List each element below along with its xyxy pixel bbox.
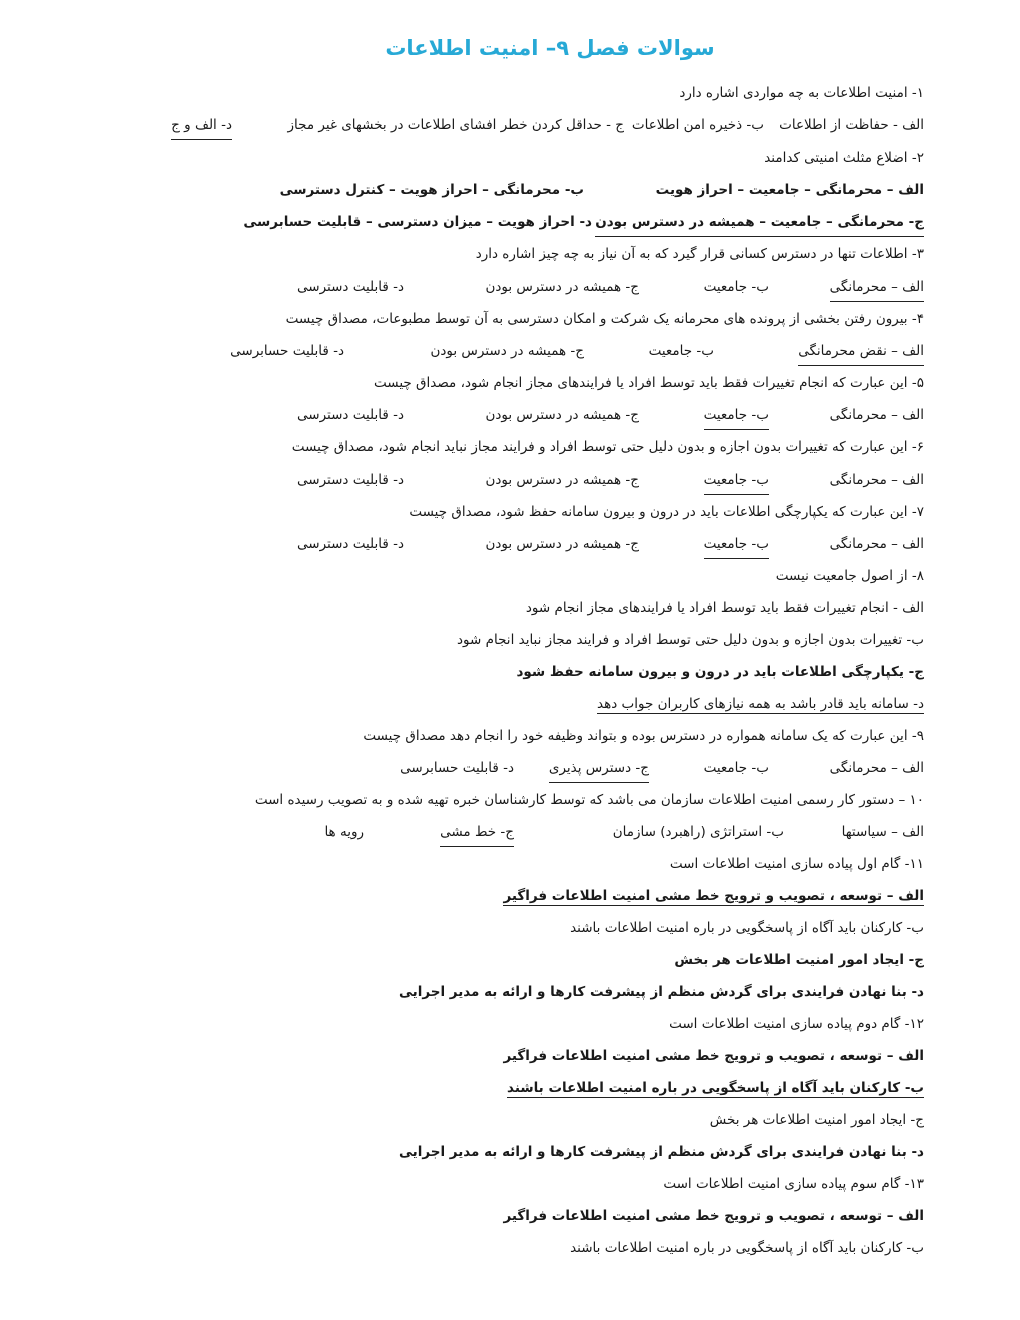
option-b: ب- استراتژی (راهبرد) سازمان <box>612 824 784 840</box>
option-c: ج- همیشه در دسترس بودن <box>485 407 639 423</box>
question-7-options <box>40 531 924 557</box>
option-c: ج - حداقل کردن خطر افشای اطلاعات در بخشهای غیر مجاز <box>287 117 624 133</box>
option-a: الف – محرمانگی <box>829 472 924 488</box>
option-c-answer: ج- محرمانگی – جامعیت – همیشه در دسترس بودن <box>595 209 924 237</box>
option-b: ب- جامعیت <box>703 279 769 295</box>
question-5: ۵- این عبارت که انجام تغییرات فقط باید توسط افراد یا فرایندهای مجاز انجام شود، مصداق چیست <box>374 375 924 391</box>
question-8-option-d <box>40 691 924 717</box>
option-c-answer: ج- خط مشی <box>440 819 514 847</box>
question-4: ۴- بیرون رفتن بخشی از پرونده های محرمانه یک شرکت و امکان دسترسی به آن توسط مطبوعات، مصداق چیست <box>285 311 924 327</box>
option-c: ج- همیشه در دسترس بودن <box>430 343 584 359</box>
option-d: د- احراز هویت – میزان دسترسی – قابلیت حسابرسی <box>243 214 592 230</box>
option-a: الف – محرمانگی <box>829 536 924 552</box>
option-b: ب- ذخیره امن اطلاعات <box>631 117 764 133</box>
option-a-answer: الف – محرمانگی <box>830 274 924 302</box>
question-10: ۱۰ – دستور کار رسمی امنیت اطلاعات سازمان می باشد که توسط کارشناسان خبره تهیه شده و به تصویب رسیده است <box>254 792 924 808</box>
question-13: ۱۳- گام سوم پیاده سازی امنیت اطلاعات است <box>663 1176 924 1192</box>
question-3: ۳- اطلاعات تنها در دسترس کسانی قرار گیرد که به آن نیاز به چه چیز اشاره دارد <box>475 246 924 262</box>
question-6: ۶- این عبارت که تغییرات بدون اجازه و بدون دلیل حتی توسط افراد و فرایند مجاز نباید انجام شود، مصداق چیست <box>291 439 924 455</box>
question-4-options <box>40 338 924 364</box>
question-5-options <box>40 402 924 428</box>
option-a: الف – محرمانگی – جامعیت – احراز هویت <box>655 182 924 198</box>
option-a: الف – محرمانگی <box>829 760 924 776</box>
option-b: ب- جامعیت <box>703 760 769 776</box>
question-12-option-b <box>40 1075 924 1101</box>
question-13-option-b: ب- کارکنان باید آگاه از پاسخگویی در باره امنیت اطلاعات باشند <box>570 1240 924 1256</box>
question-11-option-a <box>40 883 924 909</box>
option-a: الف – سیاستها <box>841 824 924 840</box>
page-title: سوالات فصل ۹– امنیت اطلاعات <box>385 36 715 60</box>
question-1: ۱- امنیت اطلاعات به چه مواردی اشاره دارد <box>679 85 924 101</box>
option-b: ب- جامعیت <box>648 343 714 359</box>
question-13-option-a: الف – توسعه ، تصویب و ترویج خط مشی امنیت اطلاعات فراگیر <box>503 1208 924 1224</box>
question-2: ۲- اضلاع مثلث امنیتی کدامند <box>764 150 924 166</box>
option-c-answer: ج- دسترس پذیری <box>549 755 649 783</box>
question-9: ۹- این عبارت که یک سامانه همواره در دسترس بوده و بتواند وظیفه خود را انجام دهد مصداق چیست <box>363 728 924 744</box>
option-d-answer: د- سامانه باید قادر باشد به همه نیازهای کاربران جواب دهد <box>597 696 924 712</box>
question-8: ۸- از اصول جامعیت نیست <box>775 568 924 584</box>
question-12-option-c: ج- ایجاد امور امنیت اطلاعات هر بخش <box>709 1112 924 1128</box>
question-12-option-d: د- بنا نهادن فرایندی برای گردش منظم از پیشرفت کارها و ارائه به مدیر اجرایی <box>398 1144 924 1160</box>
option-d: د- قابلیت دسترسی <box>297 279 404 295</box>
option-d: د- قابلیت دسترسی <box>297 472 404 488</box>
option-c: ج- همیشه در دسترس بودن <box>485 536 639 552</box>
question-8-option-b: ب- تغییرات بدون اجازه و بدون دلیل حتی توسط افراد و فرایند مجاز نباید انجام شود <box>457 632 924 648</box>
question-11-option-b: ب- کارکنان باید آگاه از پاسخگویی در باره امنیت اطلاعات باشند <box>570 920 924 936</box>
question-11-option-c: ج- ایجاد امور امنیت اطلاعات هر بخش <box>674 952 924 968</box>
question-11-option-d: د- بنا نهادن فرایندی برای گردش منظم از پیشرفت کارها و ارائه به مدیر اجرایی <box>398 984 924 1000</box>
option-a: الف – محرمانگی <box>829 407 924 423</box>
question-2-options-row2 <box>40 209 924 235</box>
question-8-option-a: الف - انجام تغییرات فقط باید توسط افراد یا فرایندهای مجاز انجام شود <box>525 600 924 616</box>
option-d-answer: د- الف و ج <box>171 112 232 140</box>
option-c: ج- همیشه در دسترس بودن <box>485 472 639 488</box>
option-b-answer: ب- جامعیت <box>704 467 769 495</box>
option-b-answer: ب- کارکنان باید آگاه از پاسخگویی در باره امنیت اطلاعات باشند <box>507 1080 924 1096</box>
option-a-answer: الف – توسعه ، تصویب و ترویج خط مشی امنیت اطلاعات فراگیر <box>503 888 924 904</box>
question-1-options <box>40 112 924 138</box>
option-b-answer: ب- جامعیت <box>704 531 769 559</box>
question-10-options <box>40 819 924 845</box>
question-12-option-a: الف – توسعه ، تصویب و ترویج خط مشی امنیت اطلاعات فراگیر <box>503 1048 924 1064</box>
option-a: الف - حفاظت از اطلاعات <box>779 117 924 133</box>
question-12: ۱۲- گام دوم پیاده سازی امنیت اطلاعات است <box>669 1016 924 1032</box>
option-b: ب- محرمانگی – احراز هویت – کنترل دسترسی <box>279 182 584 198</box>
question-8-option-c: ج- یکپارچگی اطلاعات باید در درون و بیرون سامانه حفظ شود <box>516 664 924 680</box>
question-3-options <box>40 274 924 300</box>
question-11: ۱۱- گام اول پیاده سازی امنیت اطلاعات است <box>669 856 924 872</box>
option-d: د- قابلیت حسابرسی <box>230 343 344 359</box>
question-7: ۷- این عبارت که یکپارچگی اطلاعات باید در درون و بیرون سامانه حفظ شود، مصداق چیست <box>409 504 924 520</box>
question-9-options <box>40 755 924 781</box>
option-d: رویه ها <box>324 824 364 840</box>
option-c: ج- همیشه در دسترس بودن <box>485 279 639 295</box>
question-6-options <box>40 467 924 493</box>
option-a-answer: الف – نقض محرمانگی <box>798 338 924 366</box>
option-b-answer: ب- جامعیت <box>704 402 769 430</box>
question-2-options-row1 <box>40 177 924 203</box>
option-d: د- قابلیت حسابرسی <box>400 760 514 776</box>
option-d: د- قابلیت دسترسی <box>297 407 404 423</box>
option-d: د- قابلیت دسترسی <box>297 536 404 552</box>
